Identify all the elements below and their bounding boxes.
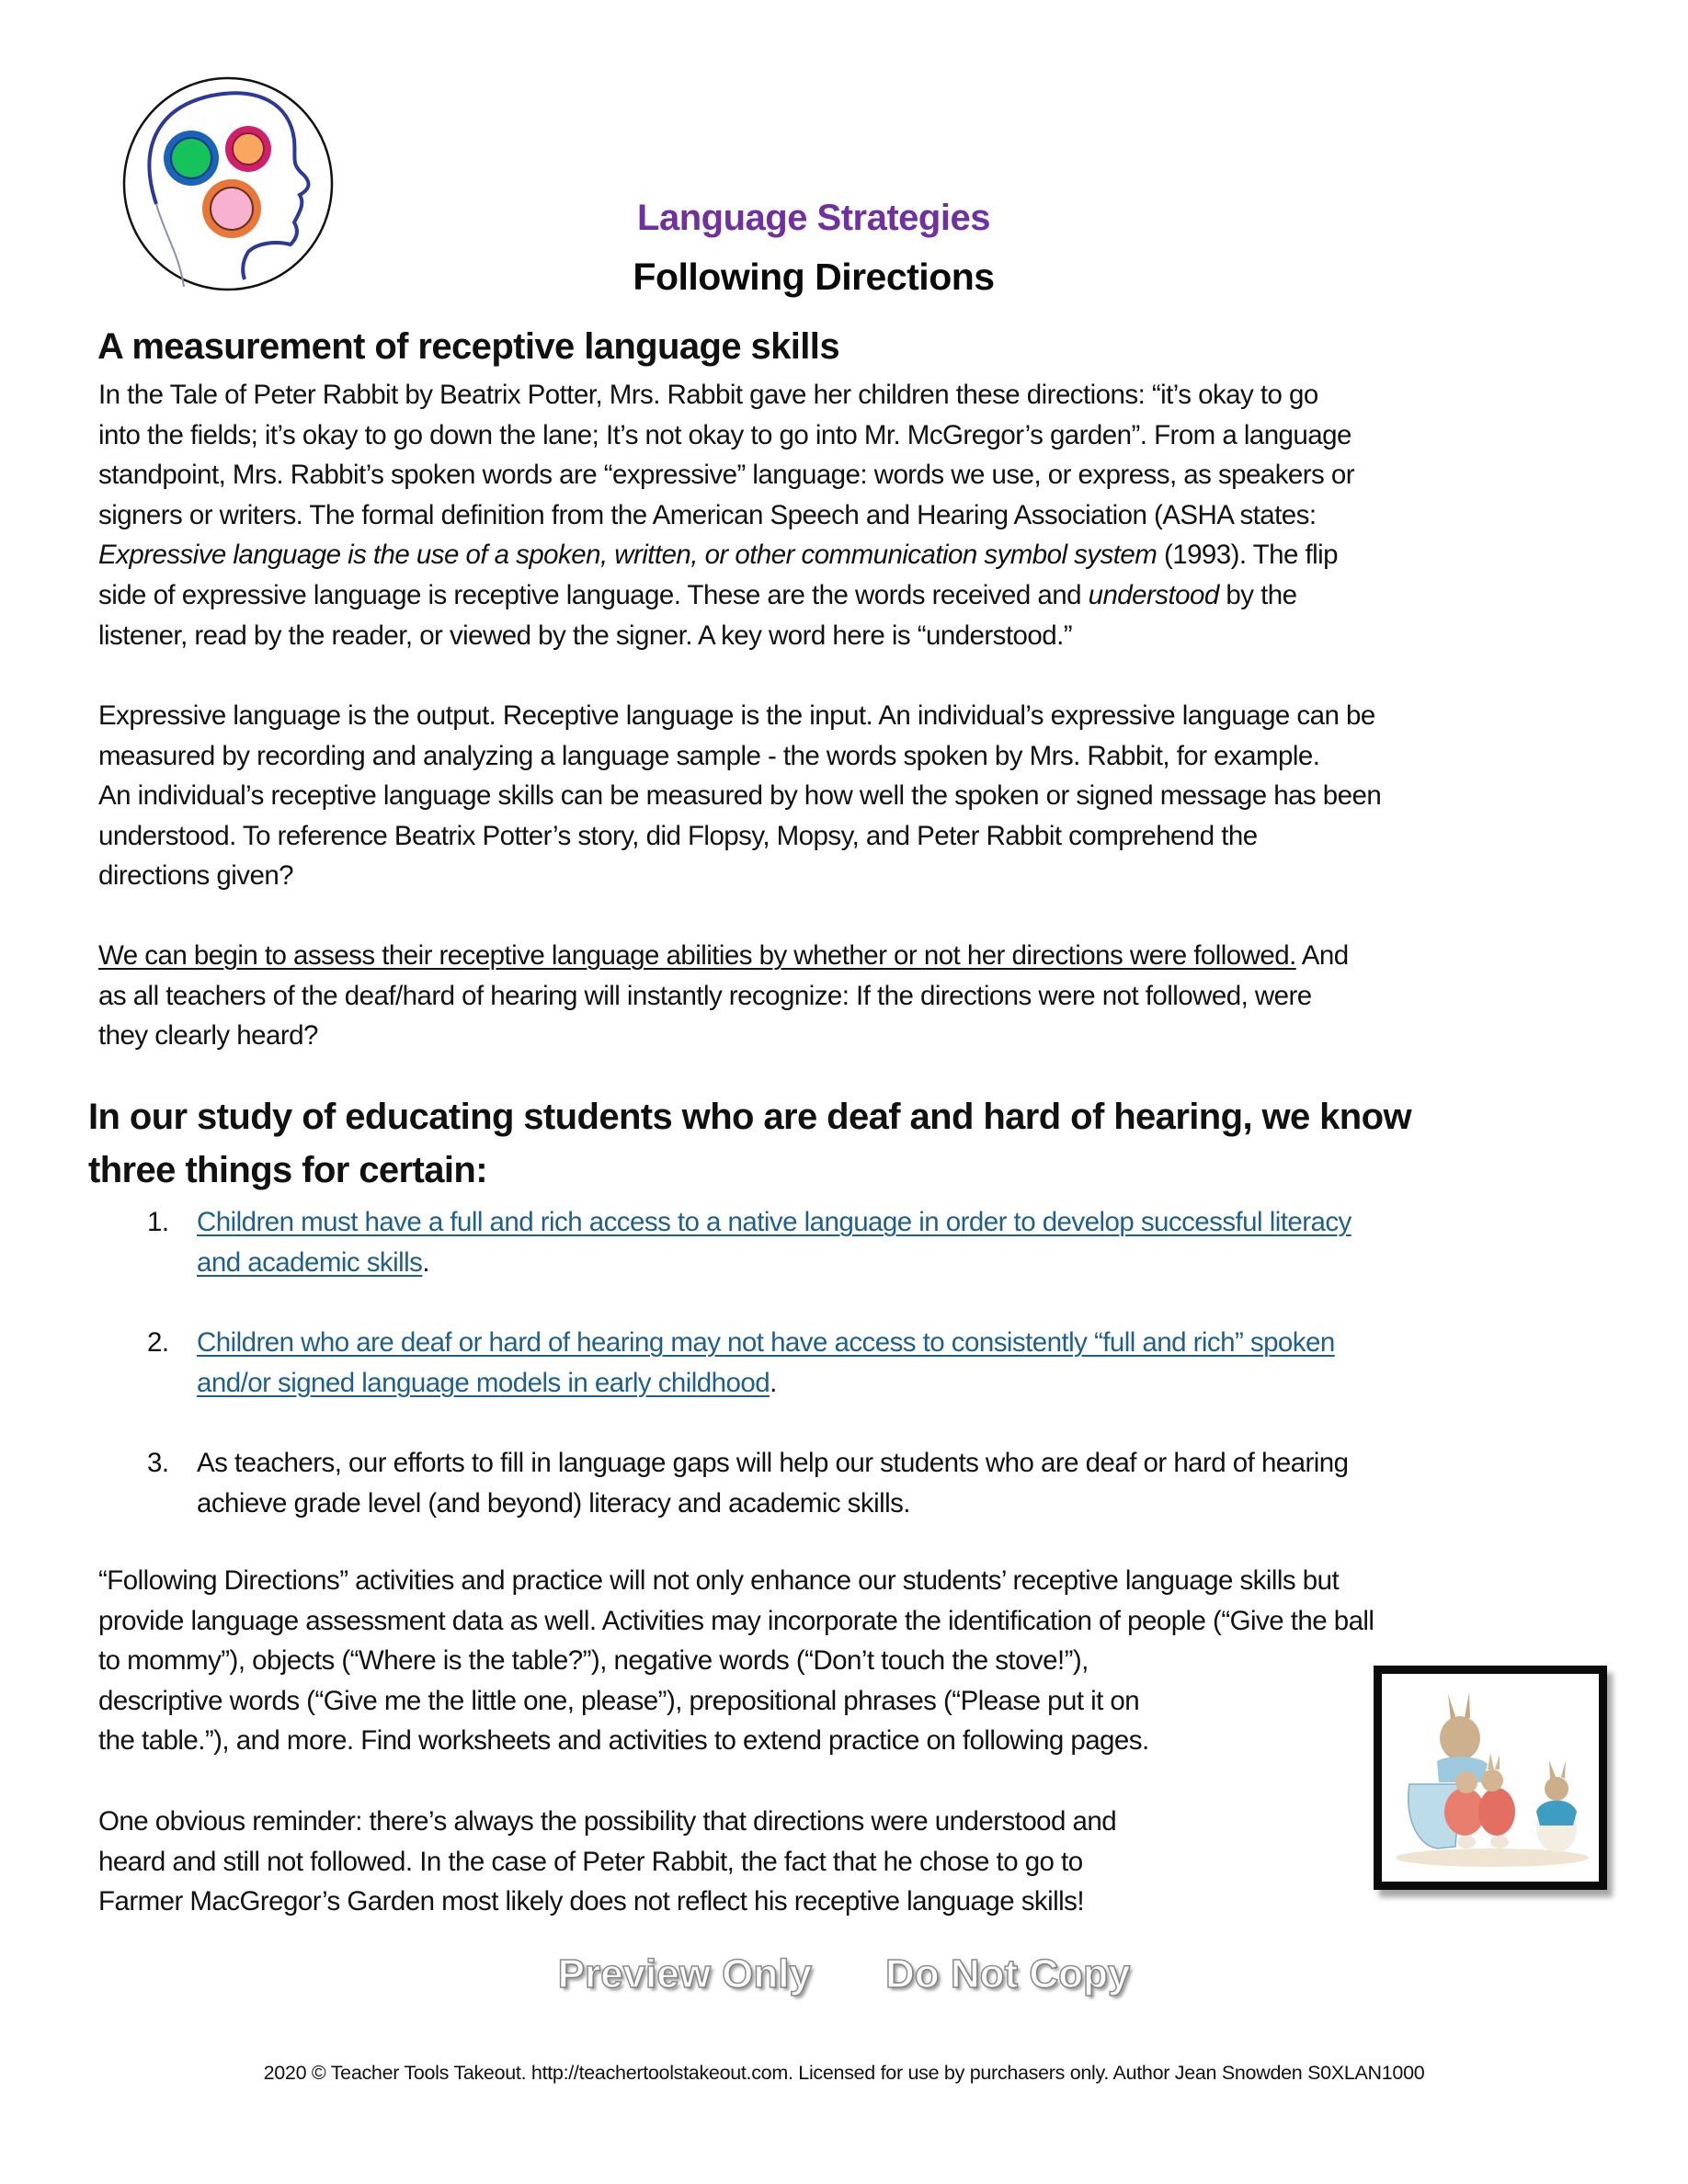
text-line: [98, 575, 1652, 616]
preview-watermark: [0, 1947, 1688, 2011]
text-line: directions given?: [98, 860, 294, 892]
text-line: Farmer MacGregor’s Garden most likely does not reflect his receptive language skills!: [98, 1886, 1084, 1917]
peter-rabbit-image-frame: [1374, 1666, 1607, 1890]
watermark-line: Do Not Copy: [884, 1951, 1131, 1996]
text-span: And: [1295, 940, 1349, 971]
text-line: In the Tale of Peter Rabbit by Beatrix Potter, Mrs. Rabbit gave her children these directions: “it’s okay to go: [98, 380, 1318, 410]
list-link[interactable]: Children must have a full and rich access to a native language in order to develop successful literacy: [197, 1207, 1352, 1237]
text-line: Expressive language is the output. Receptive language is the input. An individual’s expressive language can be: [98, 700, 1375, 731]
document-title: Following Directions: [633, 256, 995, 298]
text-span: side of expressive language is receptive language. These are the words received and: [98, 579, 1089, 610]
rabbit-family-illustration-icon: [1382, 1674, 1599, 1882]
text-span: .: [770, 1367, 777, 1398]
text-line: [98, 936, 1652, 976]
text-line: [98, 535, 1652, 575]
text-line: heard and still not followed. In the case of Peter Rabbit, the fact that he chose to go to: [98, 1846, 1083, 1877]
text-line: “Following Directions” activities and practice will not only enhance our students’ receptive language skills but: [98, 1565, 1340, 1596]
text-line: as all teachers of the deaf/hard of hearing will instantly recognize: If the directions were not followed, were: [98, 980, 1312, 1011]
text-span: .: [422, 1246, 429, 1278]
text-line: the table.”), and more. Find worksheets and activities to extend practice on following pages.: [98, 1725, 1149, 1757]
text-line: into the fields; it’s okay to go down the lane; It’s not okay to go into Mr. McGregor’s garden”. From a language: [98, 419, 1352, 450]
list-number: 1.: [147, 1207, 169, 1237]
text-line: As teachers, our efforts to fill in language gaps will help our students who are deaf or hard of hearing: [197, 1448, 1349, 1478]
underlined-key-sentence: We can begin to assess their receptive language abilities by whether or not her directions were followed.: [98, 940, 1296, 971]
text-line: standpoint, Mrs. Rabbit’s spoken words are “expressive” language: words we use, or express, as speakers or: [98, 460, 1355, 491]
text-line: to mommy”), objects (“Where is the table?”), negative words (“Don’t touch the stove!”),: [98, 1645, 1089, 1677]
assessment-paragraph: [98, 936, 1652, 1056]
watermark-line: Preview Only: [557, 1951, 812, 1996]
text-line: descriptive words (“Give me the little one, please”), prepositional phrases (“Please put it on: [98, 1685, 1140, 1716]
heading-line: three things for certain:: [88, 1150, 487, 1190]
section-heading-three-things: [88, 1090, 1411, 1197]
copyright-footer: 2020 © Teacher Tools Takeout. http://teachertoolstakeout.com. Licensed for use by purchasers only. Author Jean Snowden S0XLAN1000: [263, 2062, 1425, 2084]
section-heading-receptive-skills: A measurement of receptive language skills: [97, 326, 839, 367]
intro-paragraph: [98, 375, 1652, 655]
text-line: they clearly heard?: [98, 1020, 318, 1052]
text-line: signers or writers. The formal definition from the American Speech and Hearing Association (ASHA states:: [98, 499, 1317, 530]
citation-year: (1993). The flip: [1157, 540, 1339, 571]
list-link[interactable]: and/or signed language models in early childhood: [197, 1367, 770, 1398]
list-link[interactable]: and academic skills: [197, 1246, 423, 1278]
text-line: achieve grade level (and beyond) literacy and academic skills.: [197, 1487, 910, 1519]
document-category-title: Language Strategies: [637, 198, 990, 238]
list-number: 2.: [147, 1327, 169, 1358]
text-line: listener, read by the reader, or viewed by the signer. A key word here is “understood.”: [98, 620, 1073, 651]
list-link[interactable]: Children who are deaf or hard of hearing may not have access to consistently “full and rich” spoken: [197, 1327, 1335, 1358]
text-line: An individual’s receptive language skills can be measured by how well the spoken or signed message has been: [98, 780, 1382, 812]
text-line: measured by recording and analyzing a language sample - the words spoken by Mrs. Rabbit, for example.: [98, 740, 1320, 771]
text-line: provide language assessment data as well. Activities may incorporate the identification of people (“Give the ball: [98, 1605, 1374, 1636]
text-line: understood. To reference Beatrix Potter’s story, did Flopsy, Mopsy, and Peter Rabbit comprehend the: [98, 820, 1258, 851]
heading-line: In our study of educating students who are deaf and hard of hearing, we know: [88, 1097, 1411, 1137]
emphasis-understood: understood: [1088, 579, 1219, 610]
text-line: One obvious reminder: there’s always the possibility that directions were understood and: [98, 1806, 1117, 1837]
text-span: by the: [1218, 579, 1297, 610]
asha-definition: Expressive language is the use of a spoken, written, or other communication symbol system: [98, 540, 1158, 571]
list-number: 3.: [147, 1448, 169, 1478]
expressive-receptive-paragraph: [98, 696, 1652, 896]
